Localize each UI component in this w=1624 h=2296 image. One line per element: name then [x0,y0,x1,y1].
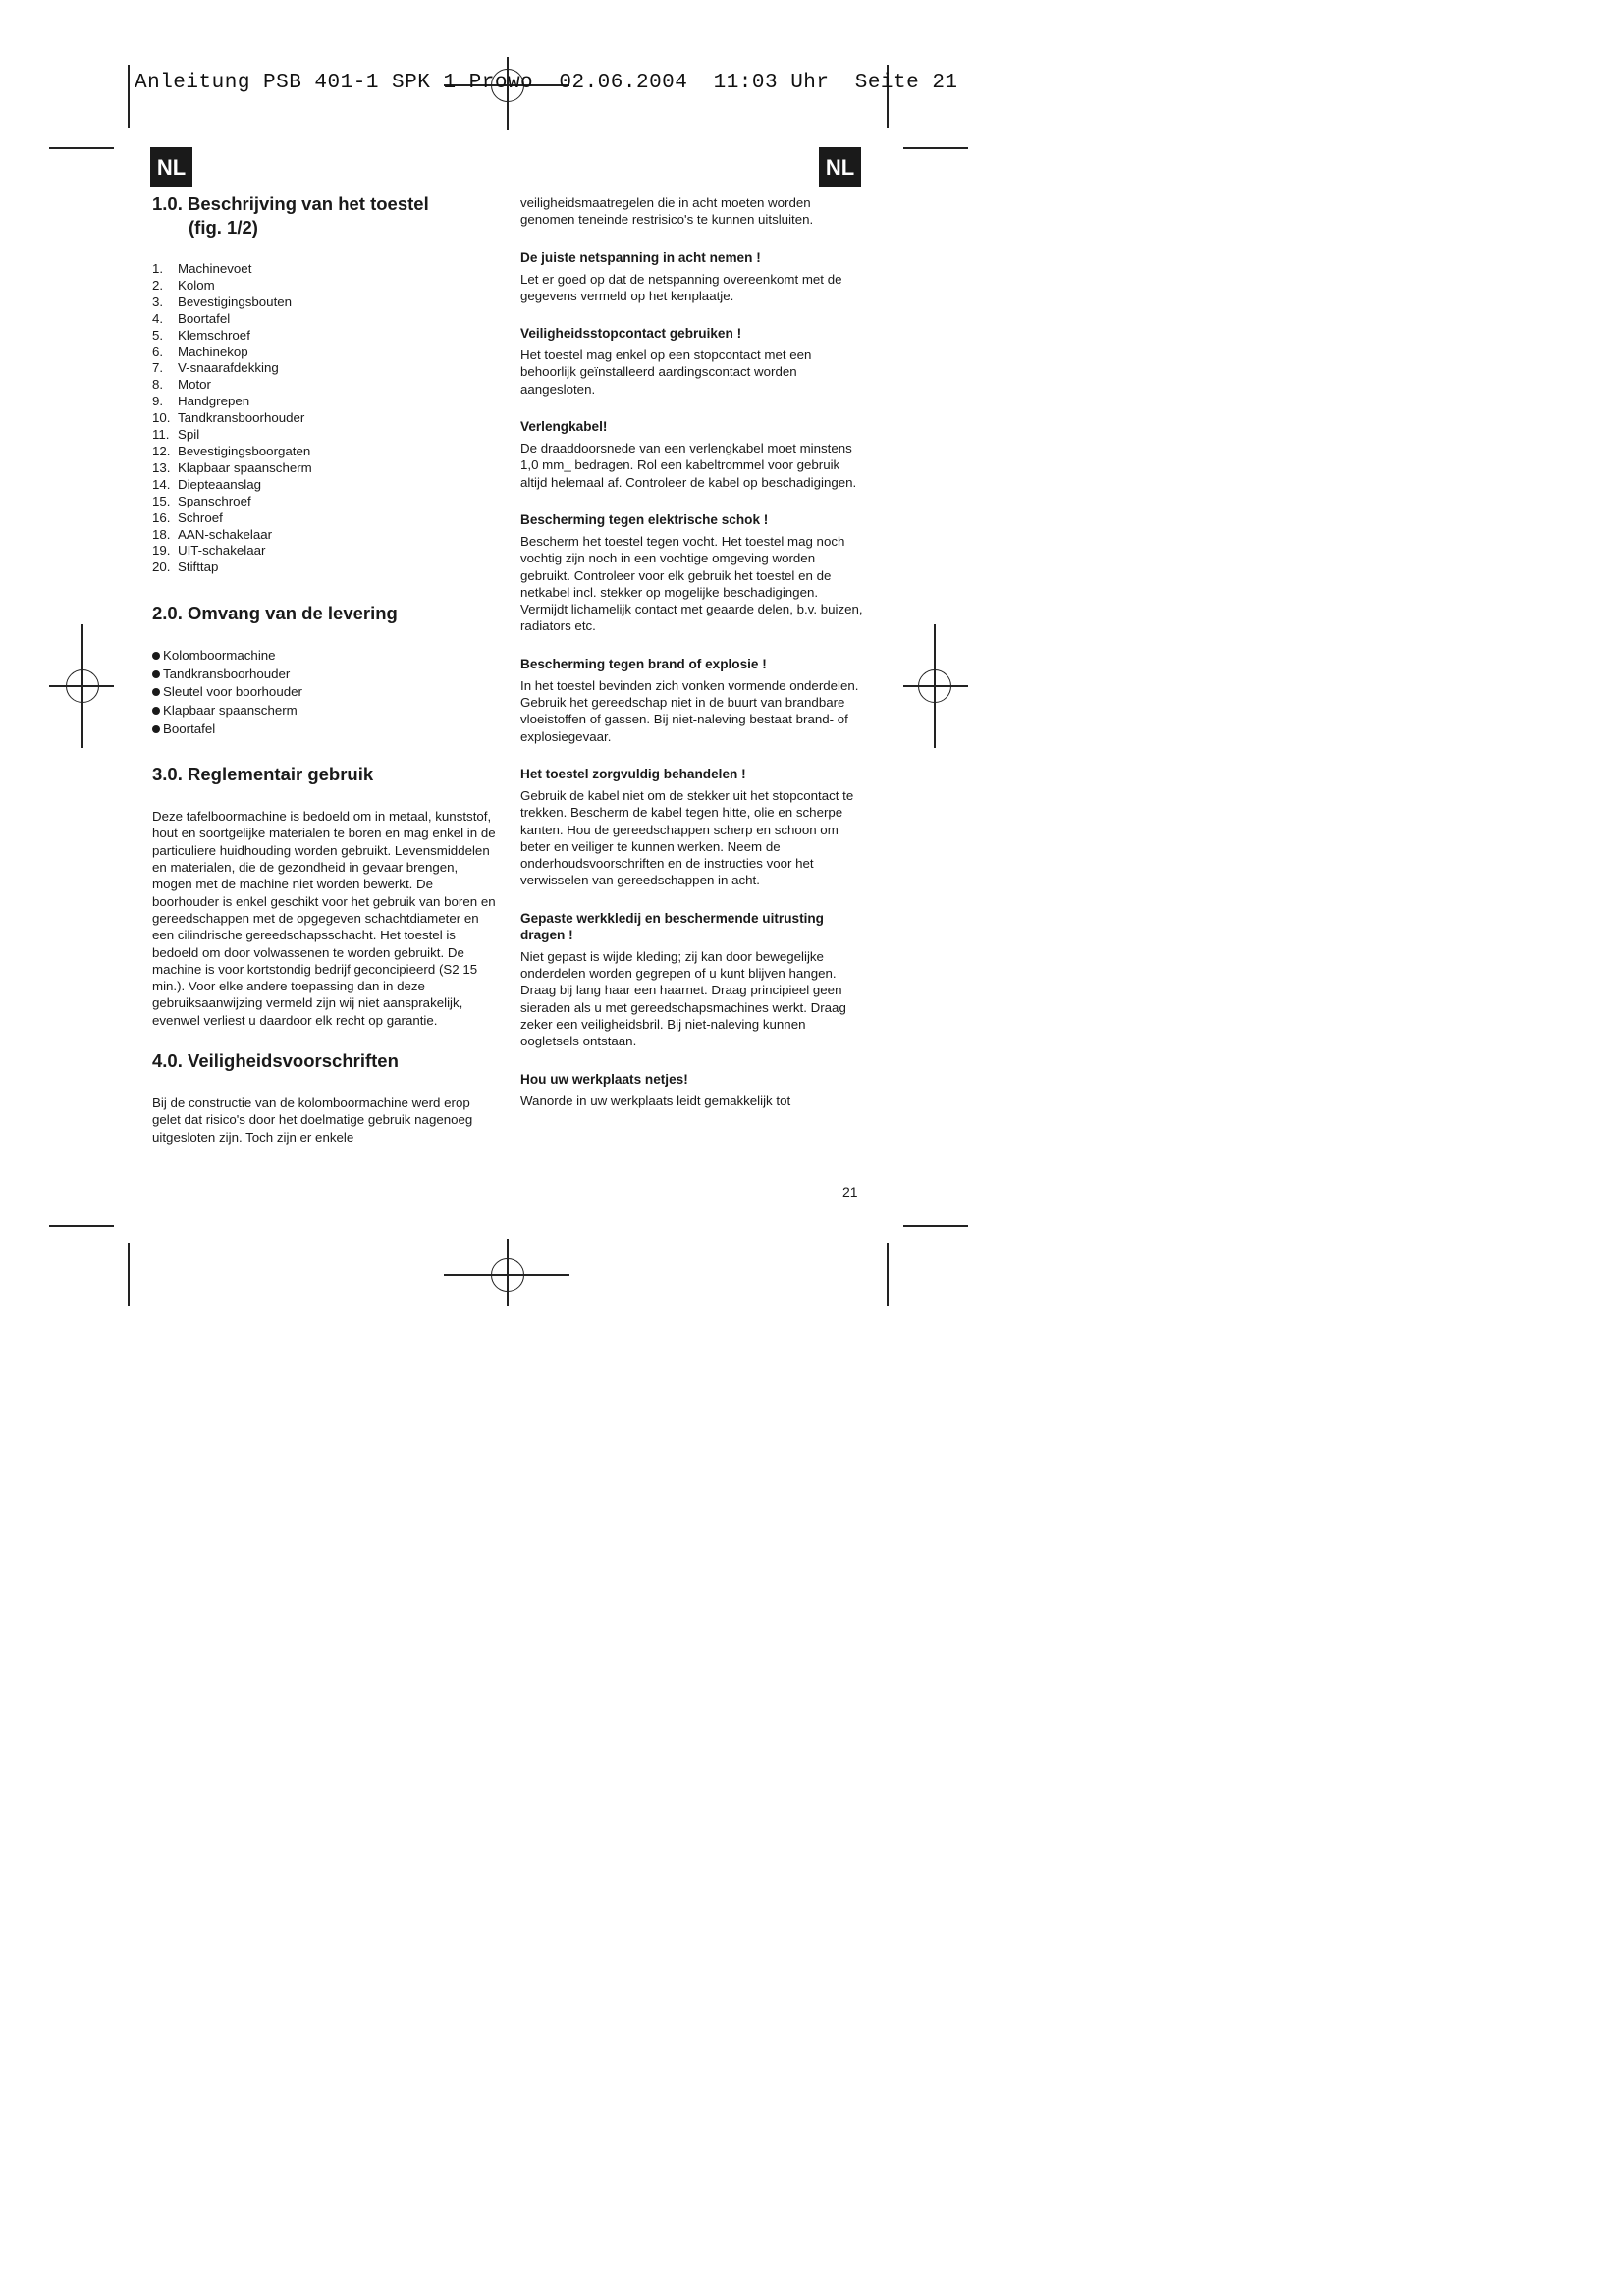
bullet-icon [152,652,160,660]
section-title: Beschrijving van het toestel [188,193,429,214]
item-number: 4. [152,310,164,326]
parts-list-item [152,410,498,427]
item-number: 10. [152,410,171,426]
bullet-icon [152,688,160,696]
crop-mark [903,147,968,149]
parts-list-item [152,427,498,444]
parts-list-item [152,510,498,527]
item-label: Spanschroef [178,493,251,508]
page-number: 21 [842,1184,858,1200]
safety-block [520,910,864,1050]
parts-list-item [152,543,498,560]
bullet-icon [152,707,160,715]
bullet-icon [152,725,160,733]
safety-block-text: Let er goed op dat de netspanning overeenkomt met de gegevens vermeld op het kenplaatje. [520,271,842,303]
item-label: Machinekop [178,344,248,359]
body-paragraph: Bij de constructie van de kolomboormachine werd erop gelet dat risico's door het doelmatige gebruik nagenoeg uitgesloten zijn. Toch zijn er enkele [152,1095,473,1145]
item-number: 12. [152,443,171,458]
right-column [520,194,864,1130]
parts-list-item [152,261,498,278]
safety-block [520,325,864,398]
language-badge-left: NL [150,147,192,187]
item-number: 13. [152,459,171,475]
item-label: Klapbaar spaanscherm [163,703,298,718]
parts-list-item [152,394,498,410]
item-number: 20. [152,560,171,575]
delivery-list-item [152,683,498,702]
item-number: 15. [152,493,171,508]
parts-list-item [152,460,498,477]
section-heading-3 [152,763,498,786]
item-label: V-snaarafdekking [178,360,279,376]
section-title: Reglementair gebruik [188,764,374,785]
parts-list-item [152,311,498,328]
item-number: 2. [152,277,164,293]
crop-mark [49,1225,114,1227]
section-number: 1.0. [152,193,183,214]
item-label: Handgrepen [178,394,250,409]
item-label: Klemschroef [178,327,250,343]
item-label: Schroef [178,509,223,525]
item-number: 14. [152,476,171,492]
parts-list-item [152,444,498,460]
section-number: 4.0. [152,1050,183,1072]
item-number: 16. [152,509,171,525]
item-number: 6. [152,344,164,359]
safety-block-text: Bescherm het toestel tegen vocht. Het toestel mag noch vochtig zijn noch in een vochtige omgeving worden gebruikt. Controleer voor elk gebruik het toestel en de netkabel incl. stekker op mogelijke beschadigingen. Vermijdt lichamelijk contact met geaarde delen, b.v. buizen, radiators etc. [520,533,863,634]
item-label: Sleutel voor boorhouder [163,684,302,700]
section-heading-4 [152,1049,498,1073]
safety-block-heading: Gepaste werkkledij en beschermende uitrusting dragen ! [520,910,824,942]
section-heading-2 [152,602,498,625]
safety-block-heading: Hou uw werkplaats netjes! [520,1071,688,1087]
section-title: Omvang van de levering [188,603,398,624]
parts-list-item [152,345,498,361]
item-number: 3. [152,294,164,309]
safety-block [520,249,864,305]
safety-block [520,766,864,889]
item-label: Boortafel [163,721,216,736]
safety-block-heading: Verlengkabel! [520,419,608,435]
delivery-list-item [152,666,498,684]
item-label: Stifttap [178,560,219,575]
safety-block [520,1071,864,1109]
item-number: 8. [152,377,164,393]
delivery-list-item [152,702,498,721]
section-number: 3.0. [152,764,183,785]
section-number: 2.0. [152,603,183,624]
item-label: Tandkransboorhouder [163,666,291,681]
safety-block-text: Gebruik de kabel niet om de stekker uit het stopcontact te trekken. Bescherm de kabel tegen hitte, olie en scherpe kanten. Hou de gereedschappen scherp en schoon om beter en veiliger te kunnen werken. Neem de onderhoudsvoorschriften en de instructies voor het verwisselen van gereedschappen in acht. [520,787,854,888]
item-number: 1. [152,261,164,276]
safety-block-heading: Bescherming tegen elektrische schok ! [520,511,769,527]
language-badge-right: NL [819,147,861,187]
safety-block-heading: Bescherming tegen brand of explosie ! [520,656,767,671]
safety-block-text: De draaddoorsnede van een verlengkabel moet minstens 1,0 mm_ bedragen. Rol een kabeltrommel voor gebruik altijd helemaal af. Controleer de kabel op beschadigingen. [520,441,857,490]
parts-list-item [152,294,498,311]
item-label: Klapbaar spaanscherm [178,459,312,475]
safety-block-text: Het toestel mag enkel op een stopcontact met een behoorlijk geïnstalleerd aardingscontact worden aangesloten. [520,347,812,397]
crop-mark [903,1225,968,1227]
body-paragraph: veiligheidsmaatregelen die in acht moeten worden genomen teneinde restrisico's te kunnen uitsluiten. [520,195,814,228]
item-label: UIT-schakelaar [178,543,266,559]
item-label: Kolomboormachine [163,648,276,664]
safety-block-text: Wanorde in uw werkplaats leidt gemakkelijk tot [520,1093,791,1108]
safety-blocks [520,249,864,1109]
parts-list-item [152,477,498,494]
crop-mark [128,1243,130,1306]
bullet-icon [152,670,160,678]
item-label: Bevestigingsbouten [178,294,293,309]
item-label: Tandkransboorhouder [178,410,305,426]
item-label: Motor [178,377,211,393]
crop-mark [128,65,130,128]
delivery-list-item [152,647,498,666]
safety-block [520,511,864,635]
safety-block-text: Niet gepast is wijde kleding; zij kan door bewegelijke onderdelen worden gegrepen of u kunt blijven hangen. Draag bij lang haar een haarnet. Draag principieel geen sieraden als u met gereedschapsmachines werkt. Draag zeker een veiligheidsbril. Bij niet-naleving kunnen oogletsels ontstaan. [520,948,846,1049]
item-number: 7. [152,360,164,376]
item-number: 11. [152,427,170,443]
item-label: Diepteaanslag [178,476,262,492]
printer-slug-line: Anleitung PSB 401-1 SPK 1 Prowo 02.06.2004 11:03 Uhr Seite 21 [135,72,958,94]
safety-block-heading: De juiste netspanning in acht nemen ! [520,249,761,265]
item-label: Bevestigingsboorgaten [178,443,311,458]
item-label: Spil [178,427,200,443]
safety-block [520,418,864,491]
item-number: 19. [152,543,171,559]
safety-block-text: In het toestel bevinden zich vonken vormende onderdelen. Gebruik het gereedschap niet in de buurt van brandbare vloeistoffen of gassen. Bij niet-naleving bestaat brand- of explosiegevaar. [520,677,859,744]
item-label: AAN-schakelaar [178,526,273,542]
parts-list-item [152,494,498,510]
parts-list-item [152,377,498,394]
crop-mark [887,1243,889,1306]
item-label: Boortafel [178,310,231,326]
section-subtitle: (fig. 1/2) [189,217,258,238]
body-paragraph: Deze tafelboormachine is bedoeld om in metaal, kunststof, hout en soortgelijke materialen te boren en mag enkel in de particuliere huidhouding worden gebruikt. Levensmiddelen en materialen, die de gezondheid in gevaar brengen, mogen met de machine niet worden bewerkt. De boorhouder is enkel geschikt voor het gebruik van boren en gereedschappen met de opgegeven schachtdiameter en een cilindrische gereedschapsschacht. Het toestel is bedoeld om door volwassenen te worden gebruikt. De machine is voor kortstondig bedrijf geconcipieerd (S2 15 min.). Voor elke andere toepassing dan in deze gebruiksaanwijzing vermeld zijn wij niet aansprakelijk, evenwel verliest u daardoor elk recht op garantie. [152,809,496,1028]
parts-list-item [152,278,498,294]
safety-block-heading: Veiligheidsstopcontact gebruiken ! [520,326,742,342]
crop-mark [49,147,114,149]
item-number: 5. [152,327,164,343]
item-number: 18. [152,526,171,542]
delivery-list [152,647,498,738]
parts-list-item [152,527,498,544]
parts-list-item [152,560,498,576]
parts-list [152,261,498,576]
item-number: 9. [152,394,164,409]
section-heading-1 [152,192,498,240]
delivery-list-item [152,721,498,739]
left-column [152,192,498,1146]
item-label: Machinevoet [178,261,252,276]
parts-list-item [152,328,498,345]
section-title: Veiligheidsvoorschriften [188,1050,399,1072]
safety-block-heading: Het toestel zorgvuldig behandelen ! [520,766,746,781]
item-label: Kolom [178,277,215,293]
parts-list-item [152,360,498,377]
safety-block [520,656,864,745]
